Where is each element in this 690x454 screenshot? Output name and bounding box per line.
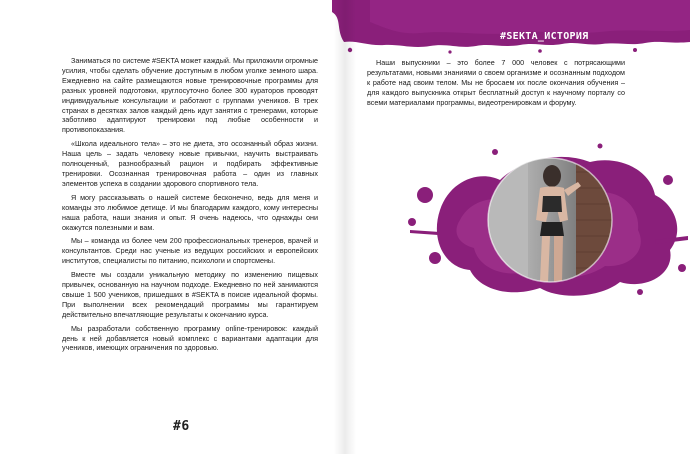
section-tag: #SEKTA_ИСТОРИЯ [500,31,589,42]
left-page-body [62,56,318,357]
paragraph: Мы – команда из более чем 200 профессиональных тренеров, врачей и консультантов. Среди нас ученые из ведущих российских и европейских институтов, специалисты по питанию, психологи и спортсмены. [62,236,318,266]
paragraph: Я могу рассказывать о нашей системе бесконечно, ведь для меня и команды это любимое детище. И мы благодарим каждого, кому интересны наша работа, наши знания и опыт. Я очень надеюсь, что однажды они окажутся полезными и вам. [62,192,318,232]
paragraph: «Школа идеального тела» – это не диета, это осознанный образ жизни. Наша цель – задать человеку новые привычки, научить выстраивать полноценный, разнообразный рацион и подбирать эффективные тренировки. Осознанная тренировочная работа – один из главных элементов успеха в создании здорового спортивного тела. [62,139,318,188]
page-gutter [334,0,356,454]
paragraph: Наши выпускники – это более 7 000 человек с потрясающими результатами, новыми знаниями о своем организме и осознанным подходом к работе над своим телом. Мы не бросаем их после окончания обучения – для каждого выпускника открыт бесплатный доступ к научному порталу со всеми материалами программы, видеотренировкам и форуму. [367,58,625,107]
paint-splash-photo [400,140,690,300]
header-paint-splash [330,0,690,56]
paragraph: Заниматься по системе #SEKTA может каждый. Мы приложили огромные усилия, чтобы сделать обучение доступным в любом уголке земного шара. Ежедневно на сайте размещаются новые тренировочные программы для разных уровней подготовки, круглосуточно более 300 кураторов проводят индивидуальные консультации и работают с группами учеников. В трех странах в десятках залов каждый день идут занятия с тренерами, которые заботливо адаптируют тренировки под любые особенности и противопоказания. [62,56,318,135]
paragraph: Мы разработали собственную программу online-тренировок: каждый день к ней добавляется новый комплекс с вариантами адаптации для учеников, имеющих ограничения по здоровью. [62,323,318,353]
paragraph: Вместе мы создали уникальную методику по изменению пищевых привычек, основанную на научном подходе. Ежедневно по ней занимаются свыше 1 500 учеников, пришедших в #SEKTA в поиске идеальной формы. При выполнении всех рекомендаций программы мы гарантируем действительно впечатляющие результаты к окончанию курса. [62,270,318,319]
page-number: #6 [173,419,190,434]
right-page-body [367,58,625,112]
